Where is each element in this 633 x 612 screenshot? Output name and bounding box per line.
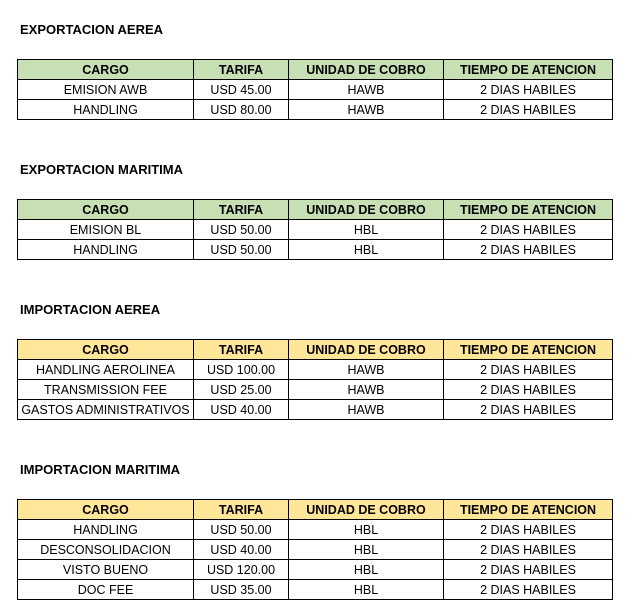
table-row [18,220,613,240]
cell-unidad: HBL [289,220,444,240]
rates-table-exportacion-aerea [17,59,613,120]
column-header-tiempo: TIEMPO DE ATENCION [444,60,613,80]
cell-tiempo: 2 DIAS HABILES [444,380,613,400]
cell-unidad: HAWB [289,380,444,400]
table-header-row [18,60,613,80]
cell-cargo: DESCONSOLIDACION [18,540,194,560]
cell-cargo: HANDLING [18,240,194,260]
cell-tarifa: USD 100.00 [194,360,289,380]
column-header-tarifa: TARIFA [194,340,289,360]
cell-tiempo: 2 DIAS HABILES [444,80,613,100]
cell-tarifa: USD 40.00 [194,540,289,560]
cell-tarifa: USD 50.00 [194,240,289,260]
table-row [18,240,613,260]
section-title-exportacion-maritima: EXPORTACION MARITIMA [20,162,183,177]
cell-cargo: DOC FEE [18,580,194,600]
cell-unidad: HBL [289,560,444,580]
cell-tiempo: 2 DIAS HABILES [444,540,613,560]
cell-tarifa: USD 35.00 [194,580,289,600]
section-title-importacion-aerea: IMPORTACION AEREA [20,302,161,317]
cell-tiempo: 2 DIAS HABILES [444,580,613,600]
column-header-tiempo: TIEMPO DE ATENCION [444,500,613,520]
section-title-importacion-maritima: IMPORTACION MARITIMA [20,462,181,477]
cell-tiempo: 2 DIAS HABILES [444,100,613,120]
cell-tarifa: USD 50.00 [194,220,289,240]
cell-tiempo: 2 DIAS HABILES [444,400,613,420]
table-header-row [18,340,613,360]
table-row [18,100,613,120]
cell-tiempo: 2 DIAS HABILES [444,360,613,380]
column-header-cargo: CARGO [18,340,194,360]
cell-unidad: HBL [289,580,444,600]
column-header-unidad: UNIDAD DE COBRO [289,500,444,520]
cell-unidad: HAWB [289,100,444,120]
cell-cargo: EMISION AWB [18,80,194,100]
cell-unidad: HAWB [289,360,444,380]
table-row [18,560,613,580]
column-header-unidad: UNIDAD DE COBRO [289,200,444,220]
cell-tiempo: 2 DIAS HABILES [444,240,613,260]
table-row [18,80,613,100]
column-header-cargo: CARGO [18,60,194,80]
column-header-unidad: UNIDAD DE COBRO [289,60,444,80]
cell-unidad: HAWB [289,400,444,420]
cell-unidad: HBL [289,240,444,260]
cell-tiempo: 2 DIAS HABILES [444,560,613,580]
table-row [18,520,613,540]
cell-unidad: HBL [289,540,444,560]
cell-cargo: HANDLING AEROLINEA [18,360,194,380]
column-header-tarifa: TARIFA [194,200,289,220]
section-title-exportacion-aerea: EXPORTACION AEREA [20,22,164,37]
table-row [18,580,613,600]
column-header-cargo: CARGO [18,200,194,220]
cell-tarifa: USD 45.00 [194,80,289,100]
table-row [18,360,613,380]
cell-tarifa: USD 120.00 [194,560,289,580]
cell-unidad: HAWB [289,80,444,100]
cell-tarifa: USD 80.00 [194,100,289,120]
cell-tarifa: USD 25.00 [194,380,289,400]
table-row [18,540,613,560]
table-header-row [18,500,613,520]
column-header-tiempo: TIEMPO DE ATENCION [444,340,613,360]
column-header-tarifa: TARIFA [194,500,289,520]
column-header-cargo: CARGO [18,500,194,520]
cell-cargo: TRANSMISSION FEE [18,380,194,400]
cell-tarifa: USD 50.00 [194,520,289,540]
cell-tiempo: 2 DIAS HABILES [444,220,613,240]
table-row [18,400,613,420]
cell-unidad: HBL [289,520,444,540]
table-header-row [18,200,613,220]
rates-table-importacion-maritima [17,499,613,600]
cell-cargo: EMISION BL [18,220,194,240]
cell-cargo: HANDLING [18,100,194,120]
column-header-tiempo: TIEMPO DE ATENCION [444,200,613,220]
cell-cargo: VISTO BUENO [18,560,194,580]
rates-table-importacion-aerea [17,339,613,420]
table-row [18,380,613,400]
cell-cargo: GASTOS ADMINISTRATIVOS [18,400,194,420]
rates-table-exportacion-maritima [17,199,613,260]
cell-tiempo: 2 DIAS HABILES [444,520,613,540]
column-header-tarifa: TARIFA [194,60,289,80]
column-header-unidad: UNIDAD DE COBRO [289,340,444,360]
cell-tarifa: USD 40.00 [194,400,289,420]
cell-cargo: HANDLING [18,520,194,540]
